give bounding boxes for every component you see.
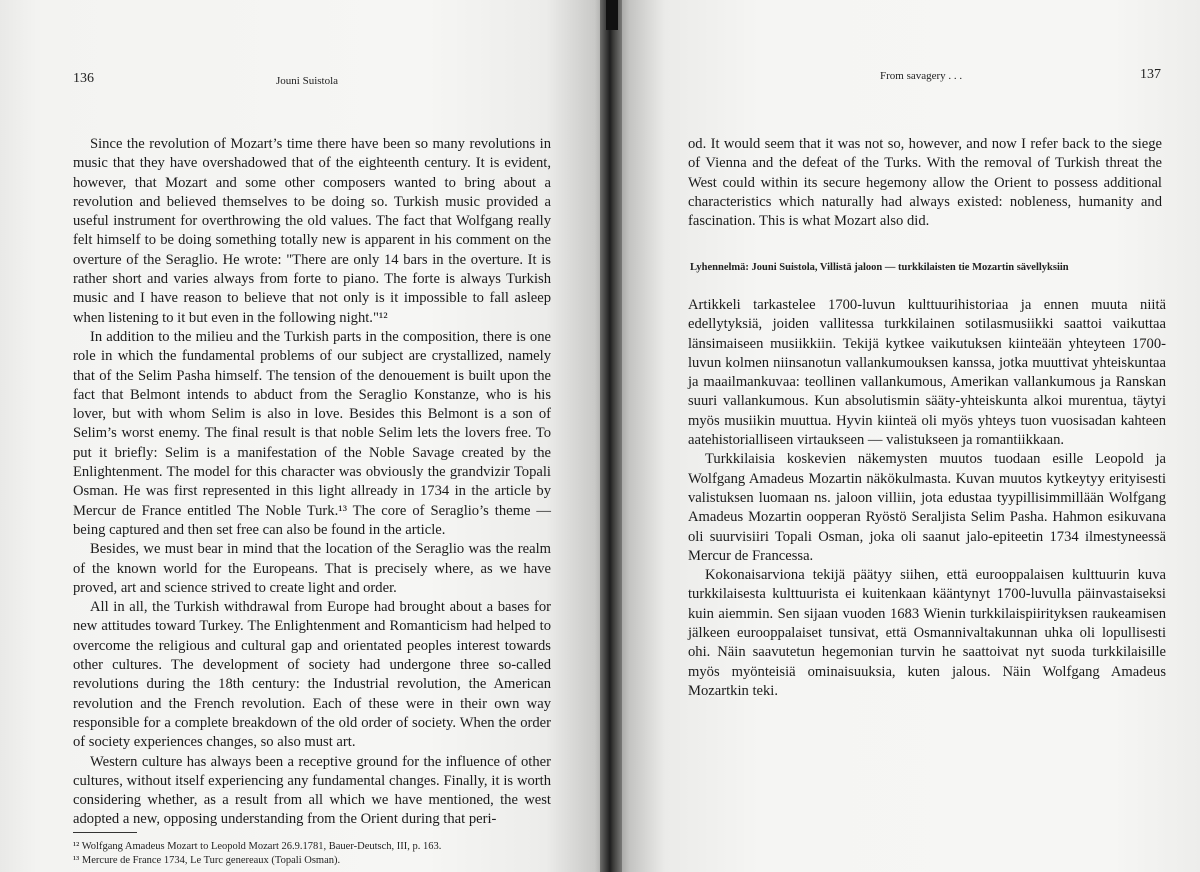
- paragraph: In addition to the milieu and the Turkish parts in the composition, there is one role in which the fundamental problems of our subject are crystallized, namely that of the Selim Pasha himself. The tension of the denouement is built upon the fact that Belmont intends to abduct from the Seraglio Konstanze, who is his lover, but with whom Selim is also in love. Besides this Belmont is a son of Selim’s worst enemy. The final result is that noble Selim lets the lovers free. To put it briefly: Selim is a manifestation of the Noble Savage created by the Enlightenment. The model for this character was obviously the grandvizir Topali Osman. He was first represented in this light allready in 1734 in the article by Mercur de France entitled The Noble Turk.¹³ The core of Seraglio’s theme — being captured and then set free can also be found in the article.: [73, 328, 551, 538]
- left-page-number: 136: [73, 71, 94, 86]
- paragraph: Western culture has always been a receptive ground for the influence of other cultures, without itself experiencing any fundamental changes. Finally, it is worth considering whether, as a result from all which we have mentioned, the west adopted a new, opposing understanding from the Orient during that peri-: [73, 753, 551, 828]
- summary-heading: Lyhennelmä: Jouni Suistola, Villistä jaloon — turkkilaisten tie Mozartin sävellyksiin: [690, 262, 1069, 273]
- footnote: ¹² Wolfgang Amadeus Mozart to Leopold Mozart 26.9.1781, Bauer-Deutsch, III, p. 163.: [73, 841, 442, 852]
- footnote-rule: [73, 832, 137, 833]
- footnotes: [73, 840, 551, 868]
- paragraph: Since the revolution of Mozart’s time there have been so many revolutions in music that they have overshadowed that of the eighteenth century. It is evident, however, that Mozart and some other composers wanted to bring about a revolution and believed themselves to be doing so. Turkish music provided a useful instrument for overthrowing the old values. The fact that Wolfgang really felt himself to be doing something totally new is apparent in his comment on the overture of the Seraglio. He wrote: "There are only 14 bars in the overture. It is rather short and varies always from forte to piano. The forte is always Turkish music and I have reason to believe that not only is it impossible to fall asleep when listening to it but even in the following night."¹²: [73, 136, 551, 326]
- left-body-text: [73, 135, 551, 830]
- paragraph: Turkkilaisia koskevien näkemysten muutos tuodaan esille Leopold ja Wolfgang Amadeus Mozartin näkökulmasta. Kuvan muutos kytkeytyy erityisesti valistuksen luomaan ns. jaloon villiin, jota edustaa tyypillisimmillään Wolfgang Amadeus Mozartin oopperan Ryöstö Seraljista Selim Pasha. Hahmon esikuvana oli suurvisiiri Topali Osman, joka oli saanut jalo-epiteetin 1734 ilmestyneessä Mercur de Francessa.: [688, 451, 1166, 564]
- paragraph: Kokonaisarviona tekijä päätyy siihen, että eurooppalaisen kulttuurin kuva turkkilaisesta kulttuurista ei kuitenkaan kääntynyt 1700-luvulla päinvastaiseksi kuin aiemmin. Sen sijaan vuoden 1683 Wienin turkkilaispiirityksen raukeamisen jälkeen eurooppalaiset tunsivat, että Osmannivaltakunnan uhka oli lopullisesti ohi. Näin saavutetun hegemonian turvin he saattoivat nyt suoda turkkilaisille myös myönteisiä ominaisuuksia, kuten jalous. Näin Wolfgang Amadeus Mozartkin teki.: [688, 567, 1166, 699]
- book-gutter: [600, 0, 622, 872]
- summary-body-text: [688, 296, 1166, 701]
- right-page-number: 137: [1140, 67, 1161, 82]
- left-running-head: Jouni Suistola: [276, 75, 339, 87]
- right-running-head: From savagery . . .: [880, 70, 963, 82]
- right-continuation-text: [688, 135, 1162, 231]
- paragraph: Besides, we must bear in mind that the location of the Seraglio was the realm of the known world for the Europeans. That is precisely where, as we have proved, art and science strived to create light and order.: [73, 541, 551, 596]
- paragraph: All in all, the Turkish withdrawal from Europe had brought about a bases for new attitudes toward Turkey. The Enlightenment and Romanticism had helped to overcome the religious and cultural gap and orientated peoples interest towards other cultures. The development of society had undergone three so-called revolutions during the 18th century: the Industrial revolution, the American revolution and the French revolution. Each of these were in their own way responsible for a complete breakdown of the old order of society. When the order of society experiences changes, so also must art.: [73, 599, 551, 751]
- footnote: ¹³ Mercure de France 1734, Le Turc genereaux (Topali Osman).: [73, 855, 341, 866]
- paragraph: Artikkeli tarkastelee 1700-luvun kulttuurihistoriaa ja ennen muuta niitä edellytyksiä, joiden vallitessa turkkilainen sotilasmusiikki saattoi vaikuttaa länsimaiseen musiikkiin. Tekijä kytkee vaikutuksen kiinteään yhteyteen 1700-luvun kolmen niinsanotun vallankumouksen kanssa, jotka muuttivat yhteiskuntaa ja maailmankuvaa: teollinen vallankumous, Amerikan vallankumous ja Ranskan suuri vallankumous. Kun absolutismin sääty-yhteiskunta alkoi murentua, täytyi myös musiikin muuttua. Hyvin kiinteä oli myös yhteys tuon vuosisadan kahteen aatehistorialliseen virtaukseen — valistukseen ja romantiikkaan.: [688, 297, 1166, 449]
- paragraph: od. It would seem that it was not so, however, and now I refer back to the siege of Vienna and the defeat of the Turks. With the removal of Turkish threat the West could within its secure hegemony allow the Orient to possess additional characteristics which naturally had always existed: nobleness, humanity and fascination. This is what Mozart also did.: [688, 136, 1162, 230]
